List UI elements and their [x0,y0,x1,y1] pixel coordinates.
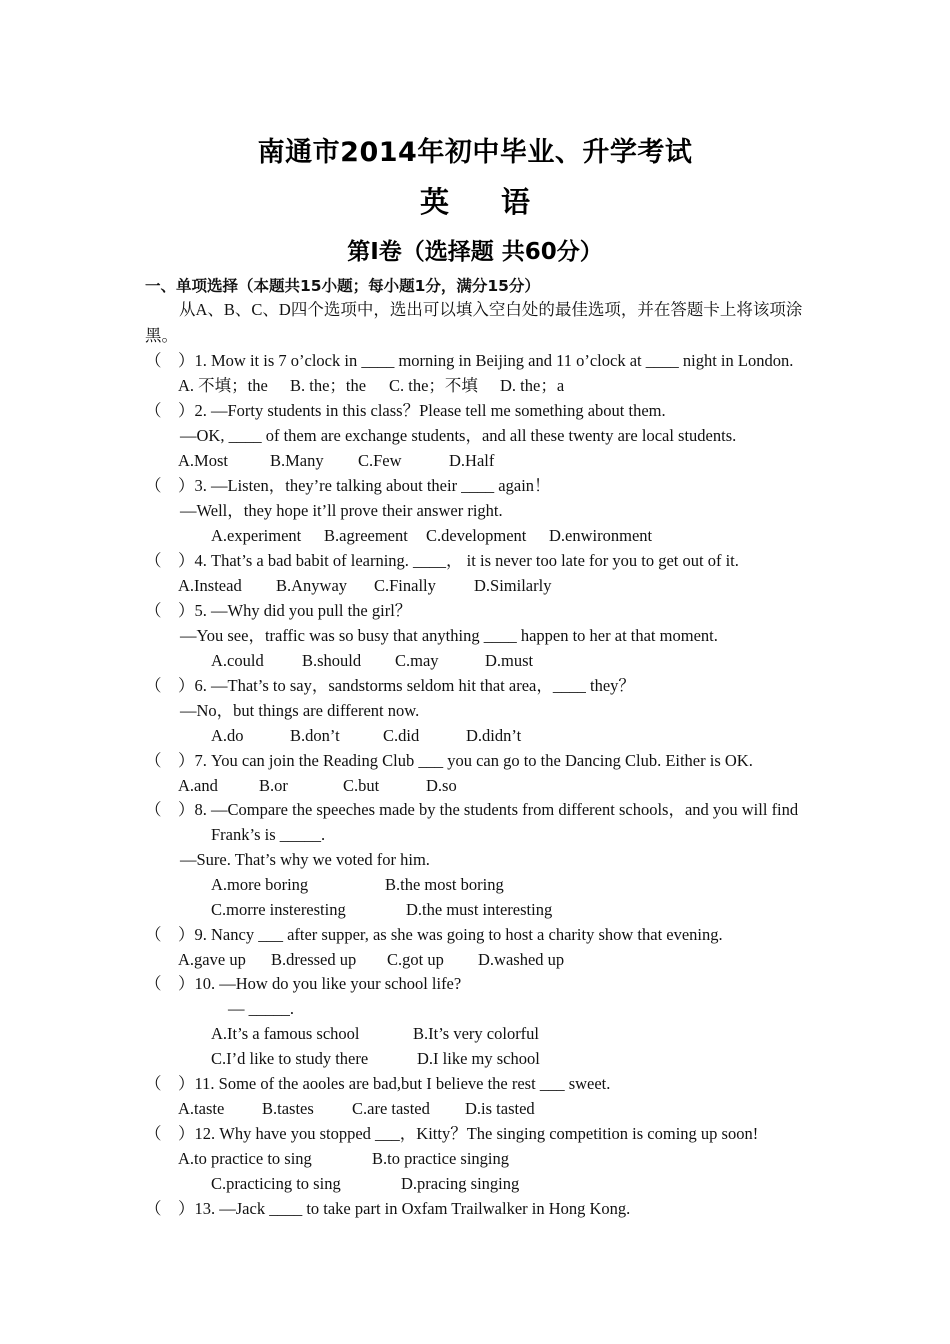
question-11-stem: （ ）11. Some of the aooles are bad,but I believe the rest ___ sweet. [145,1074,611,1093]
question-5-stem: （ ）5. —Why did you pull the girl？ [145,601,412,620]
question-8-options-row-2 [211,900,552,920]
question-4-options [178,576,551,596]
question-5-reply: —You see，traffic was so busy that anything ____ happen to her at that moment. [180,626,718,645]
option-d: D.washed up [478,950,565,969]
option-a: A.taste [178,1099,225,1118]
option-c: C.got up [387,950,444,969]
section-heading: 一、单项选择（本题共15小题；每小题1分，满分15分） [145,277,540,295]
option-d: D.must [485,651,534,670]
question-13-stem: （ ）13. —Jack ____ to take part in Oxfam Trailwalker in Hong Kong. [145,1199,631,1218]
question-11-options [178,1099,535,1119]
option-b: B. the；the [290,376,367,395]
option-a: A.do [211,726,244,745]
option-c: C.development [426,526,527,545]
option-b: B.It’s very colorful [413,1024,540,1043]
option-a: A.Instead [178,576,242,595]
option-a: A.experiment [211,526,302,545]
option-c: C.may [395,651,439,670]
question-3-stem: （ ）3. —Listen，they’re talking about their ____ again！ [145,476,551,495]
option-b: B.or [259,776,288,795]
subject-title [0,180,950,221]
option-a: A.Most [178,451,228,470]
question-3-reply: —Well，they hope it’ll prove their answer right. [180,501,503,520]
option-b: B.dressed up [271,950,357,969]
question-10-reply: — _____. [228,999,294,1018]
option-b: B.Anyway [276,576,348,595]
question-7-options [178,776,457,796]
question-6-options [211,726,521,746]
option-a: A.and [178,776,218,795]
question-12-stem: （ ）12. Why have you stopped ___，Kitty？The singing competition is coming up soon! [145,1124,759,1143]
option-a: A.to practice to sing [178,1149,312,1168]
question-9-options [178,950,564,970]
subject-char-1: 英 [419,185,449,219]
question-6-reply: —No，but things are different now. [180,701,420,720]
question-8-stem-continued: Frank’s is _____. [211,825,326,844]
question-6-stem: （ ）6. —That’s to say，sandstorms seldom hit that area，____ they？ [145,676,635,695]
option-a: A.more boring [211,875,309,894]
option-d: D.pracing singing [401,1174,520,1193]
option-c: C.morre insteresting [211,900,346,919]
option-c: C.Few [358,451,402,470]
option-d: D.the must interesting [406,900,553,919]
exam-title: 南通市2014年初中毕业、升学考试 [257,137,693,168]
option-d: D.I like my school [417,1049,540,1068]
question-8-stem: （ ）8. —Compare the speeches made by the students from different schools，and you will find [145,800,799,819]
question-2-reply: —OK, ____ of them are exchange students，and all these twenty are local students. [180,426,737,445]
option-d: D.Half [449,451,495,470]
option-d: D.didn’t [466,726,522,745]
option-d: D.so [426,776,457,795]
question-2-options [178,451,494,471]
question-8-reply: —Sure. That’s why we voted for him. [180,850,430,869]
option-b: B.Many [270,451,324,470]
question-1-options [178,376,564,396]
question-10-options-row-2 [211,1049,540,1069]
option-c: C.did [383,726,420,745]
option-b: B.don’t [290,726,340,745]
question-2-stem: （ ）2. —Forty students in this class？Please tell me something about them. [145,401,666,420]
option-c: C.are tasted [352,1099,430,1118]
question-7-stem: （ ）7. You can join the Reading Club ___ you can go to the Dancing Club. Either is OK. [145,751,753,770]
option-c: C.I’d like to study there [211,1049,369,1068]
question-9-stem: （ ）9. Nancy ___ after supper, as she was going to host a charity show that evening. [145,925,723,944]
option-d: D.is tasted [465,1099,535,1118]
question-12-options-row-1 [178,1149,509,1169]
subject-char-2: 语 [501,185,531,219]
question-8-options-row-1 [211,875,504,895]
question-10-stem: （ ）10. —How do you like your school life? [145,974,462,993]
option-c: C.practicing to sing [211,1174,341,1193]
part-title: 第Ⅰ卷（选择题 共60分） [347,239,603,265]
question-5-options [211,651,533,671]
instruction-line-2: 黑。 [145,326,178,345]
option-b: B.the most boring [385,875,504,894]
option-b: B.should [302,651,362,670]
question-10-options-row-1 [211,1024,539,1044]
instruction-line-1: 从A、B、C、D四个选项中，选出可以填入空白处的最佳选项，并在答题卡上将该项涂 [179,300,803,319]
question-1-stem: （ ）1. Mow it is 7 o’clock in ____ morning in Beijing and 11 o’clock at ____ night in London. [145,351,794,370]
option-d: D. the；a [500,376,565,395]
option-c: C.Finally [374,576,436,595]
question-4-stem: （ ）4. That’s a bad babit of learning. ____， it is never too late for you to get out of it. [145,551,739,570]
question-3-options [211,526,652,546]
option-a: A.gave up [178,950,246,969]
option-b: B.agreement [324,526,408,545]
option-b: B.to practice singing [372,1149,510,1168]
option-c: C.but [343,776,380,795]
option-a: A.It’s a famous school [211,1024,360,1043]
option-a: A.could [211,651,264,670]
option-d: D.Similarly [474,576,552,595]
option-d: D.enwironment [549,526,653,545]
option-c: C. the；不填 [389,376,478,395]
option-a: A. 不填；the [178,376,268,395]
option-b: B.tastes [262,1099,314,1118]
question-12-options-row-2 [211,1174,519,1194]
